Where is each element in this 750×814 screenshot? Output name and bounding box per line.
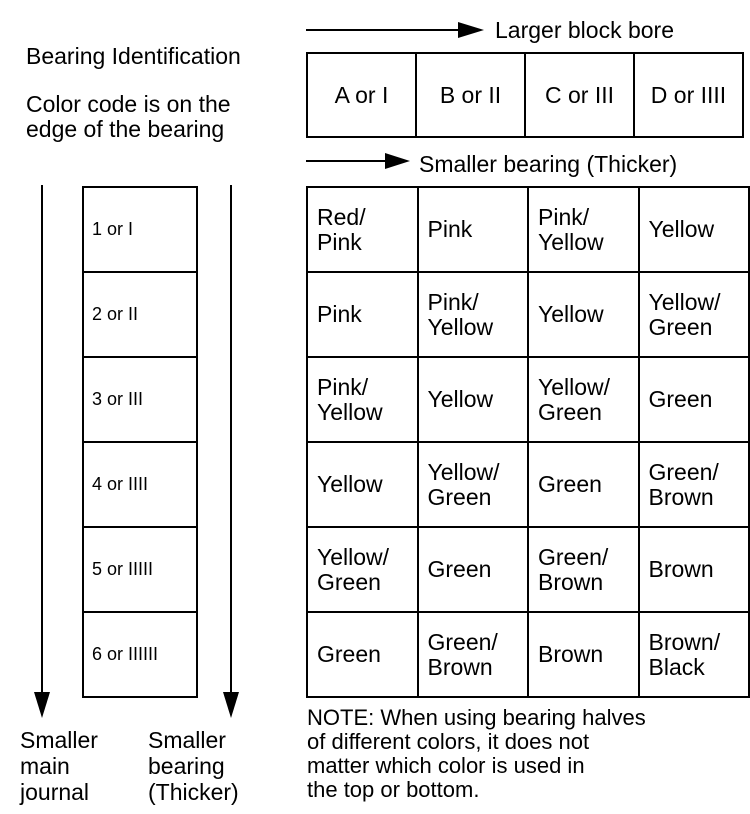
subtitle: Color code is on the edge of the bearing bbox=[26, 91, 231, 142]
color-cell: Pink bbox=[307, 272, 418, 357]
color-cell: Green/ Brown bbox=[528, 527, 639, 612]
larger-block-bore-label: Larger block bore bbox=[495, 17, 674, 43]
grade-cell: 4 or IIII bbox=[83, 442, 197, 527]
color-cell: Yellow/ Green bbox=[307, 527, 418, 612]
bore-header: D or IIII bbox=[634, 53, 743, 137]
color-cell: Yellow bbox=[418, 357, 529, 442]
color-cell: Brown bbox=[639, 527, 750, 612]
color-cell: Brown/ Black bbox=[639, 612, 750, 697]
bore-header: C or III bbox=[525, 53, 634, 137]
arrow-larger-block-bore bbox=[306, 22, 484, 38]
color-cell: Green/ Brown bbox=[418, 612, 529, 697]
grade-cell: 5 or IIIII bbox=[83, 527, 197, 612]
grade-cell: 1 or I bbox=[83, 187, 197, 272]
color-cell: Pink/ Yellow bbox=[418, 272, 529, 357]
smaller-bearing-thicker-label: Smaller bearing (Thicker) bbox=[148, 727, 239, 805]
arrow-smaller-bearing bbox=[306, 153, 410, 169]
color-cell: Yellow/ Green bbox=[528, 357, 639, 442]
smaller-bearing-label: Smaller bearing (Thicker) bbox=[419, 151, 678, 177]
color-cell: Yellow bbox=[528, 272, 639, 357]
bore-header: A or I bbox=[307, 53, 416, 137]
arrow-smaller-main-journal bbox=[34, 185, 50, 718]
color-cell: Brown bbox=[528, 612, 639, 697]
page-title: Bearing Identification bbox=[26, 43, 241, 69]
smaller-main-journal-label: Smaller main journal bbox=[20, 727, 98, 805]
bore-header: B or II bbox=[416, 53, 525, 137]
note-text: NOTE: When using bearing halves of different colors, it does not matter which color is used in the top or bottom. bbox=[307, 705, 646, 802]
color-cell: Yellow bbox=[307, 442, 418, 527]
color-cell: Yellow bbox=[639, 187, 750, 272]
color-cell: Green bbox=[528, 442, 639, 527]
color-cell: Yellow/ Green bbox=[639, 272, 750, 357]
color-cell: Pink/ Yellow bbox=[528, 187, 639, 272]
grade-cell: 3 or III bbox=[83, 357, 197, 442]
color-cell: Red/ Pink bbox=[307, 187, 418, 272]
color-cell: Pink bbox=[418, 187, 529, 272]
block-bore-table bbox=[306, 52, 744, 138]
bearing-color-table bbox=[306, 186, 750, 698]
crank-grade-table bbox=[82, 186, 198, 698]
color-cell: Pink/ Yellow bbox=[307, 357, 418, 442]
color-cell: Green bbox=[639, 357, 750, 442]
grade-cell: 6 or IIIIII bbox=[83, 612, 197, 697]
color-cell: Yellow/ Green bbox=[418, 442, 529, 527]
color-cell: Green/ Brown bbox=[639, 442, 750, 527]
color-cell: Green bbox=[307, 612, 418, 697]
color-cell: Green bbox=[418, 527, 529, 612]
arrow-smaller-bearing-thicker bbox=[223, 185, 239, 718]
grade-cell: 2 or II bbox=[83, 272, 197, 357]
